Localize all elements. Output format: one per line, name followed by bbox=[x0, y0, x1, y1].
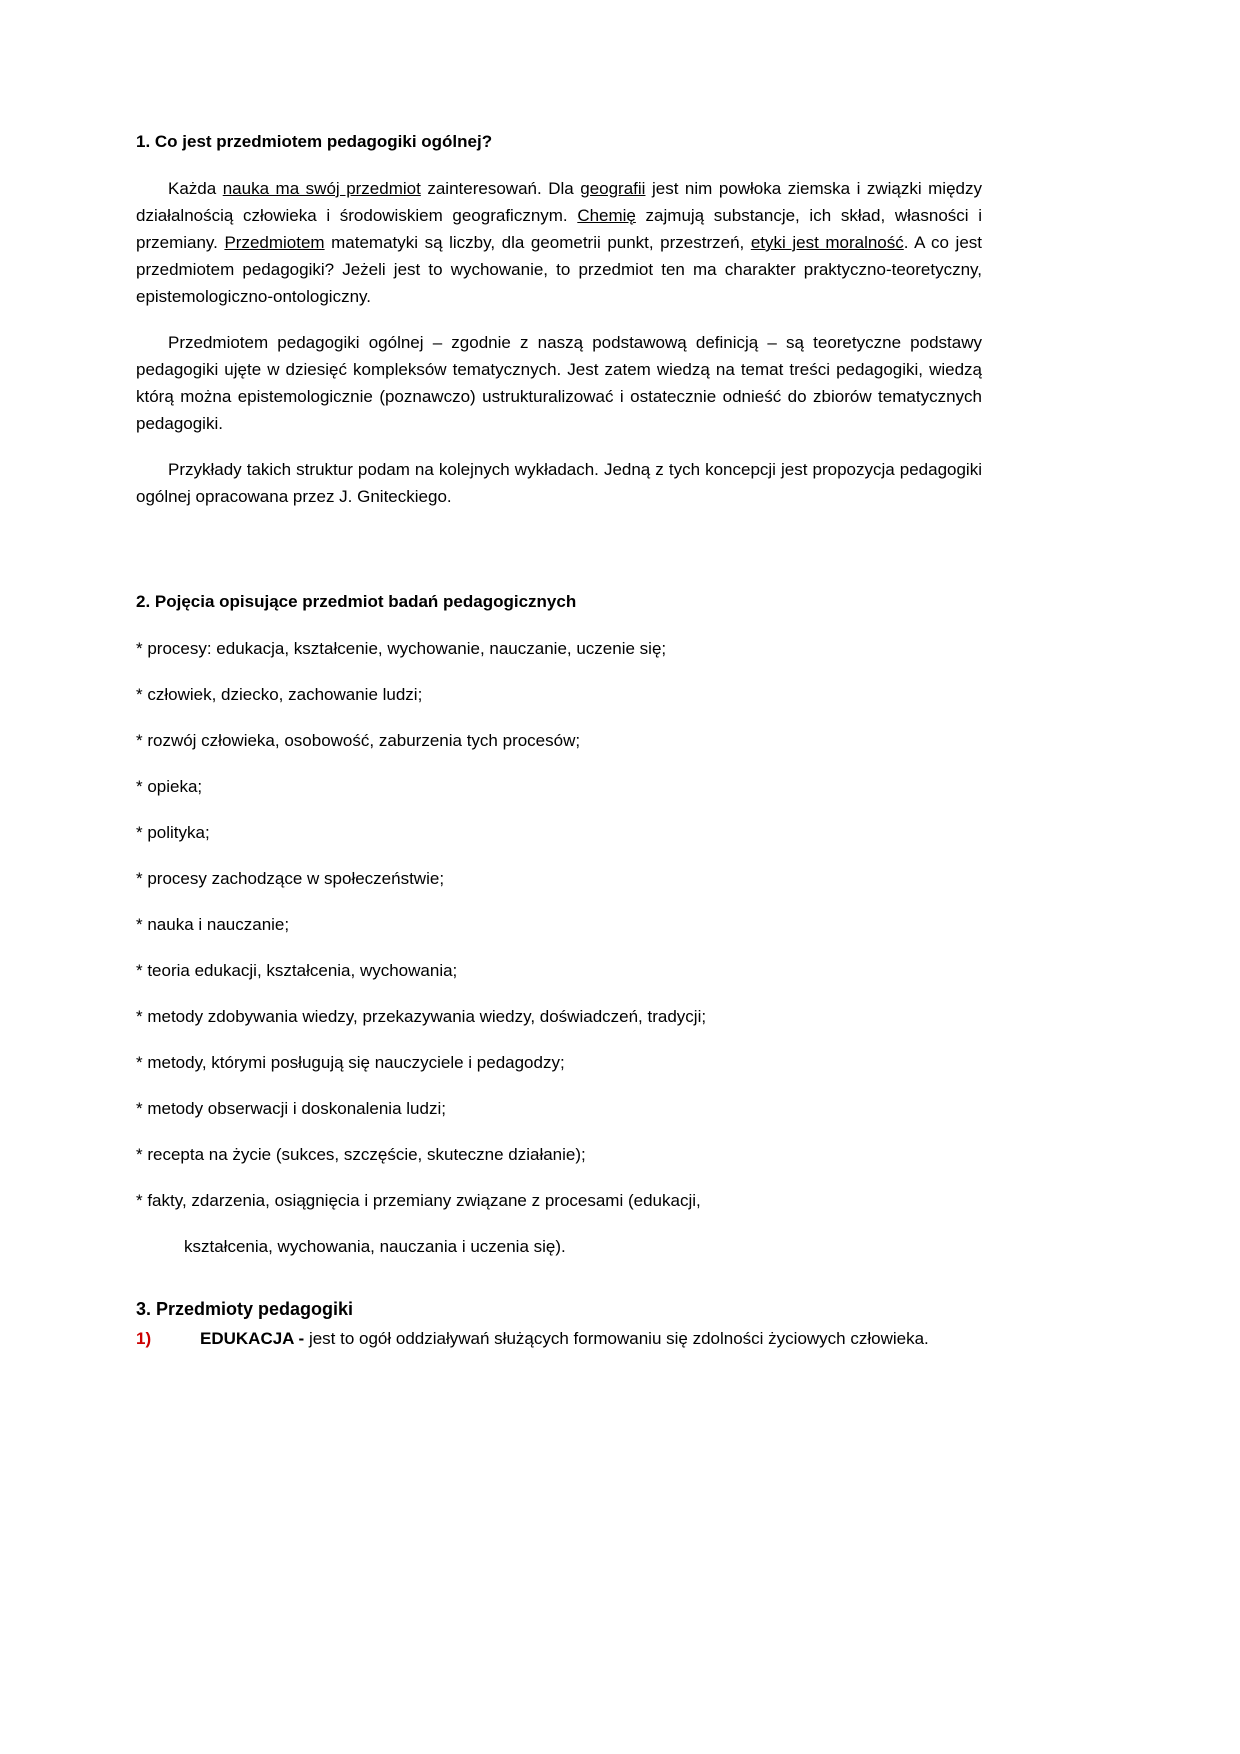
section1-heading: 1. Co jest przedmiotem pedagogiki ogólnej? bbox=[136, 132, 493, 151]
section2-heading: 2. Pojęcia opisujące przedmiot badań pedagogicznych bbox=[136, 592, 577, 611]
section1-paragraph-1: Każda nauka ma swój przedmiot zainteresowań. Dla geografii jest nim powłoka ziemska i związki między działalnością człowieka i środowiskiem geograficznym. Chemię zajmują substancje, ich skład, własności i przemiany. Przedmiotem matematyki są liczby, dla geometrii punkt, przestrzeń, etyki jest moralność. A co jest przedmiotem pedagogiki? Jeżeli jest to wychowanie, to przedmiot ten ma charakter praktyczno-teoretyczny, epistemologiczno-ontologiczny. bbox=[136, 179, 983, 306]
bullet-item: * rozwój człowieka, osobowość, zaburzenia tych procesów; bbox=[136, 731, 581, 750]
bullet-item: * metody, którymi posługują się nauczyciele i pedagodzy; bbox=[136, 1053, 565, 1072]
bullet-item-continuation: kształcenia, wychowania, nauczania i uczenia się). bbox=[184, 1237, 566, 1256]
section1-paragraph-2: Przedmiotem pedagogiki ogólnej – zgodnie z naszą podstawową definicją – są teoretyczne podstawy pedagogiki ujęte w dziesięć kompleksów tematycznych. Jest zatem wiedzą na temat treści pedagogiki, wiedzą którą można epistemologicznie (poznawczo) ustrukturalizować i ostatecznie odnieść do zbiorów tematycznych pedagogiki. bbox=[136, 333, 982, 433]
bullet-item: * metody zdobywania wiedzy, przekazywania wiedzy, doświadczeń, tradycji; bbox=[136, 1007, 707, 1026]
bullet-item: * recepta na życie (sukces, szczęście, skuteczne działanie); bbox=[136, 1145, 586, 1164]
bullet-item: * fakty, zdarzenia, osiągnięcia i przemiany związane z procesami (edukacji, bbox=[136, 1191, 701, 1210]
section1-paragraph-3: Przykłady takich struktur podam na kolejnych wykładach. Jedną z tych koncepcji jest propozycja pedagogiki ogólnej opracowana przez J. Gniteckiego. bbox=[136, 460, 982, 506]
numbered-list-item bbox=[136, 1325, 982, 1352]
bullet-item: * procesy zachodzące w społeczeństwie; bbox=[136, 869, 445, 888]
bullet-item: * procesy: edukacja, kształcenie, wychowanie, nauczanie, uczenie się; bbox=[136, 639, 667, 658]
numbered-list-item-number: 1) bbox=[136, 1329, 152, 1348]
bullet-item: * człowiek, dziecko, zachowanie ludzi; bbox=[136, 685, 423, 704]
bullet-item: * teoria edukacji, kształcenia, wychowania; bbox=[136, 961, 458, 980]
bullet-item: * metody obserwacji i doskonalenia ludzi; bbox=[136, 1099, 446, 1118]
bullet-item: * nauka i nauczanie; bbox=[136, 915, 290, 934]
section2-bullet-list bbox=[136, 635, 982, 1214]
numbered-list-item-text: EDUKACJA - jest to ogół oddziaływań służących formowaniu się zdolności życiowych człowieka. bbox=[200, 1329, 929, 1348]
bullet-item: * polityka; bbox=[136, 823, 210, 842]
bullet-item: * opieka; bbox=[136, 777, 203, 796]
section3-heading: 3. Przedmioty pedagogiki bbox=[136, 1299, 354, 1319]
